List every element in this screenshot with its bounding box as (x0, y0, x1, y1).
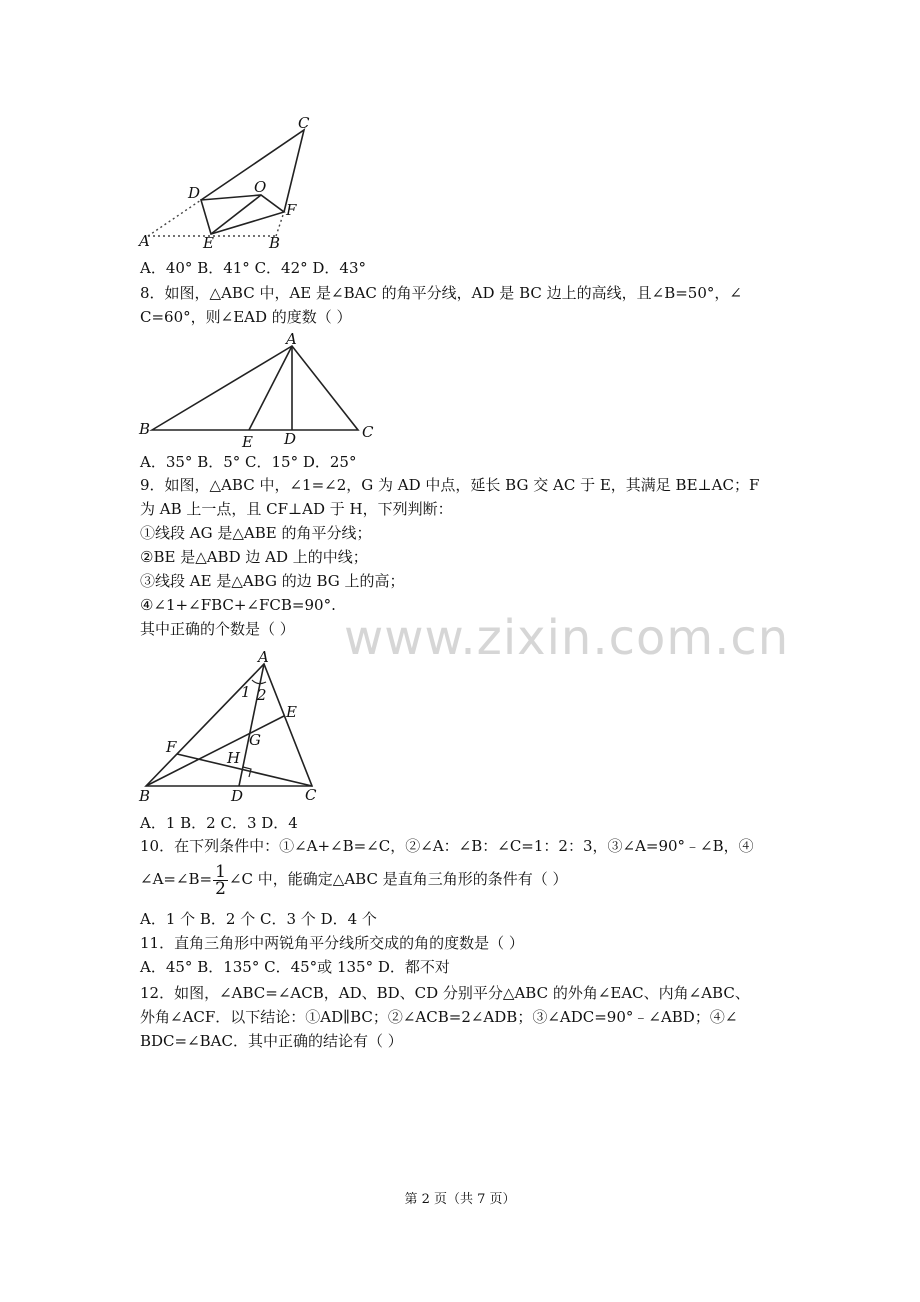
q9-label-f: F (166, 738, 177, 756)
q12-text-3: BDC=∠BAC．其中正确的结论有（ ） (140, 1032, 403, 1050)
q10-fraction-num: 1 (215, 861, 226, 882)
q9-label-b: B (139, 787, 151, 805)
q8-label-d: D (284, 430, 297, 448)
q9-label-g: G (249, 731, 261, 749)
q9-text-1: 9．如图，△ABC 中，∠1=∠2，G 为 AD 中点，延长 BG 交 AC 于 E，其满足 BE⊥AC；F (140, 476, 760, 494)
q9-label-1: 1 (241, 683, 251, 701)
q7-label-a: A (139, 232, 150, 250)
q9-label-2: 2 (257, 686, 267, 704)
q9-label-h: H (227, 749, 241, 767)
q9-item-4: ④∠1+∠FBC+∠FCB=90°. (140, 596, 336, 614)
q7-options: A．40° B．41° C．42° D．43° (140, 259, 367, 277)
q10-text-2 (140, 862, 567, 897)
q9-text-2: 为 AB 上一点，且 CF⊥AD 于 H，下列判断： (140, 500, 453, 518)
q7-label-o: O (254, 178, 267, 196)
watermark: www.zixin.com.cn (344, 610, 790, 666)
q8-label-a: A (286, 330, 297, 348)
q9-label-c: C (305, 786, 317, 804)
q7-label-f: F (286, 201, 297, 219)
q7-label-e: E (203, 234, 214, 252)
q9-label-e: E (286, 703, 297, 721)
q12-text-1: 12．如图，∠ABC=∠ACB，AD、BD、CD 分别平分△ABC 的外角∠EAC、内角∠ABC、 (140, 984, 750, 1002)
q10-text-2-pre: ∠A=∠B= (140, 870, 213, 888)
q9-label-d: D (231, 787, 244, 805)
q9-item-3: ③线段 AE 是△ABG 的边 BG 上的高； (140, 572, 405, 590)
q8-text-2: C=60°，则∠EAD 的度数（ ） (140, 308, 352, 326)
q10-options: A．1 个 B．2 个 C．3 个 D．4 个 (140, 910, 377, 928)
q10-fraction-den: 2 (215, 878, 226, 899)
q7-label-b: B (269, 234, 281, 252)
q9-item-1: ①线段 AG 是△ABE 的角平分线； (140, 524, 372, 542)
q9-label-a: A (258, 648, 269, 666)
q10-text-2-post: ∠C 中，能确定△ABC 是直角三角形的条件有（ ） (228, 870, 568, 888)
q10-text-1: 10．在下列条件中：①∠A+∠B=∠C，②∠A：∠B：∠C=1：2：3，③∠A=90°﹣∠B，④ (140, 837, 754, 855)
q10-fraction (213, 861, 228, 899)
q8-label-b: B (139, 420, 151, 438)
q11-options: A．45° B．135° C．45°或 135° D．都不对 (140, 958, 450, 976)
q8-label-e: E (242, 433, 253, 451)
q8-label-c: C (362, 423, 374, 441)
q11-text-1: 11．直角三角形中两锐角平分线所交成的角的度数是（ ） (140, 934, 524, 952)
page-footer: 第 2 页（共 7 页） (404, 1192, 516, 1207)
q9-item-2: ②BE 是△ABD 边 AD 上的中线； (140, 548, 368, 566)
q9-question: 其中正确的个数是（ ） (140, 620, 295, 638)
q9-options: A．1 B．2 C．3 D．4 (140, 814, 298, 832)
q8-text-1: 8．如图，△ABC 中，AE 是∠BAC 的角平分线，AD 是 BC 边上的高线，且∠B=50°，∠ (140, 284, 742, 302)
q7-label-d: D (188, 184, 201, 202)
q8-options: A．35° B．5° C．15° D．25° (140, 453, 357, 471)
q12-text-2: 外角∠ACF．以下结论：①AD∥BC；②∠ACB=2∠ADB；③∠ADC=90°﹣∠ABD；④∠ (140, 1008, 738, 1026)
q7-label-c: C (298, 114, 310, 132)
